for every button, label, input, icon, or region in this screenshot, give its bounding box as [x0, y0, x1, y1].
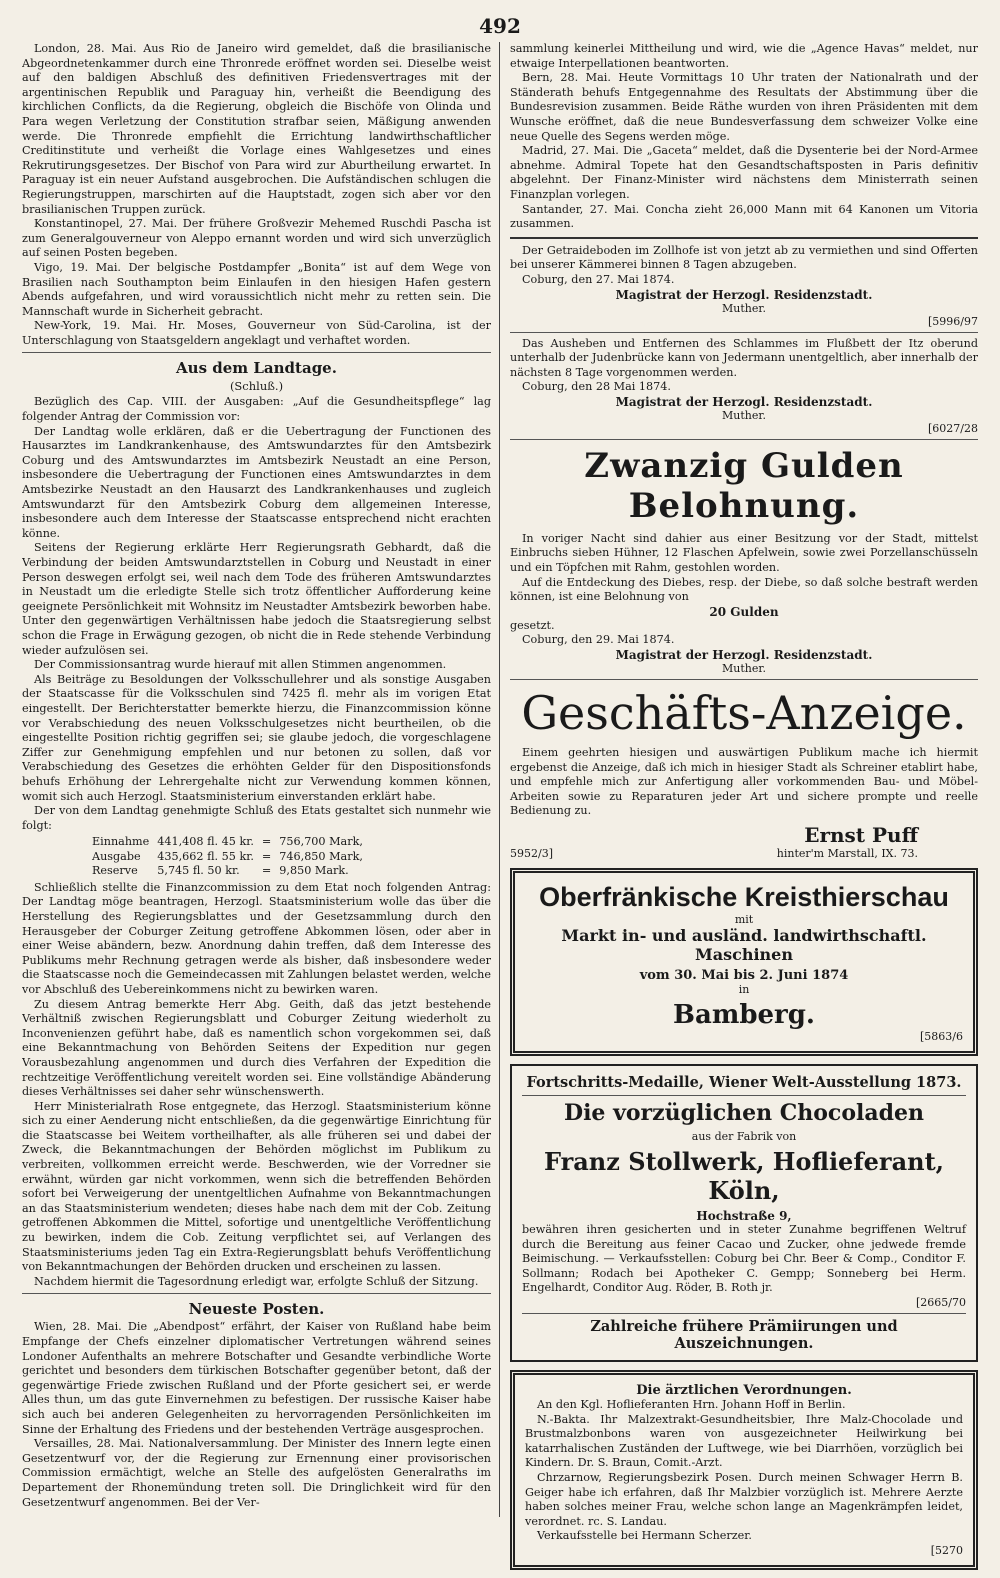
- ad-firm: Franz Stollwerk, Hoflieferant, Köln,: [543, 1147, 945, 1205]
- ad-ref: [5270: [930, 1543, 963, 1557]
- ad-line2: Markt in- und ausländ. landwirthschaftl. Maschinen: [561, 926, 927, 964]
- ad-ref: 5952/3]: [510, 847, 553, 860]
- divider: [22, 1293, 491, 1294]
- finance-mark: 9,850 Mark.: [279, 864, 349, 878]
- finance-table: [92, 835, 371, 879]
- page-number: 492: [479, 14, 521, 38]
- ad-title: Geschäfts-Anzeige.: [521, 686, 967, 741]
- ad-text: Einem geehrten hiesigen und auswärtigen Publikum mache ich hiermit ergebenst die Anzeige, daß ich mich in hiesiger Stadt als Schreiner etablirt habe, und empfehle mich zur Anfertigung aller vorkommenden Bau- und Möbel-Arbeiten sowie zu Reparaturen jeder Art und sichere prompte und reelle Bedienung zu.: [510, 746, 978, 818]
- ad-ref: [2665/70: [916, 1295, 966, 1309]
- finance-fl: 435,662 fl. 55 kr.: [157, 849, 254, 863]
- news-vigo: Vigo, 19. Mai. Der belgische Postdampfer „Bonita“ ist auf dem Wege von Brasilien nach Southampton beim Einlaufen in den hiesigen Hafen gestern Abends aufgefahren, und wird voraussichtlich nicht mehr zu retten sein. Die Mannschaft wurde in Sicherheit gebracht.: [22, 260, 491, 318]
- table-row: [92, 835, 371, 850]
- landtag-heading: Aus dem Landtage.: [176, 359, 337, 378]
- news-london: London, 28. Mai. Aus Rio de Janeiro wird gemeldet, daß die brasilianische Abgeordnetenkammer durch eine Thronrede eröffnet worden sei. Dieselbe weist auf den baldigen Abschluß des definitiven Friedensvertrages mit der argentinischen Republik und Paraguay hin, verheißt die Beendigung des kirchlichen Conflicts, da die Regierung, obgleich die Bischöfe von Olinda und Para wegen Verletzung der Constitution strafbar seien, Mäßigung anwenden werde. Die Thronrede empfiehlt die Errichtung landwirthschaftlicher Creditinstitute und verheißt die Vorlage eines Wahlgesetzes und eines Rekrutirungsgesetzes. Der Bischof von Para wird zur Aburtheilung erwartet. In Paraguay ist ein neuer Aufstand ausgebrochen. Die Aufständischen schlugen die Regierungstruppen, marschirten auf die Hauptstadt, zogen sich aber vor den brasilianischen Truppen zurück.: [22, 42, 491, 216]
- divider: [510, 679, 978, 680]
- ad-banner: Fortschritts-Medaille, Wiener Welt-Ausstellung 1873.: [526, 1074, 962, 1091]
- ad-text: bewähren ihren gesicherten und in steter Zunahme begriffenen Weltruf durch die Bereitung aus feiner Cacao und Zucker, ohne jedwede fremde Beimischung. — Verkaufsstellen: Coburg bei Chr. Beer & Comp., Conditor F. Sollmann; Rodach bei Apotheker C. Gempp; Sonneberg bei Herm. Engelhardt, Conditor Aug. Röder, B. Roth jr.: [522, 1223, 966, 1295]
- divider: [510, 439, 978, 440]
- landtag-para: Nachdem hiermit die Tagesordnung erledigt war, erfolgte Schluß der Sitzung.: [34, 1274, 479, 1288]
- ad-date: Coburg, den 29. Mai 1874.: [522, 633, 675, 647]
- landtag-para: Als Beiträge zu Besoldungen der Volksschullehrer und als sonstige Ausgaben der Staatscasse für die Volksschulen sind 7425 fl. mehr als im vorigen Etat eingestellt. Der Berichterstatter bemerkte hierzu, die Finanzcommission könne vor Verabschiedung des neuen Volksschulgesetzes nicht beurtheilen, ob die eingestellte Position richtig gegriffen sei; sie glaube jedoch, die vorgeschlagene Ziffer zur Genehmigung empfehlen und nur betonen zu sollen, daß vor Verabschiedung des Gesetzes die erhöhten Gelder für den Dispositionsfonds behufs Erhöhung der Lehrergehalte nicht zur Verwendung kommen können, womit sich auch Herzogl. Staatsministerium einverstanden erklärt habe.: [22, 672, 491, 803]
- ad-title: Die ärztlichen Verordnungen.: [636, 1382, 852, 1398]
- neueste-para: Versailles, 28. Mai. Nationalversammlung. Der Minister des Innern legte einen Gesetzentwurf vor, der die Regierung zur Ernennung einer provisorischen Commission ermächtigt, welche an Stelle des aufgelösten Generalraths im Departement der Rhonemündung treten soll. Die Dringlichkeit wird für den Gesetzentwurf angenommen. Bei der Ver-: [22, 1437, 491, 1509]
- ad-amount: 20 Gulden: [709, 604, 779, 619]
- ad-street: Hochstraße 9,: [696, 1209, 792, 1223]
- ad-in: in: [738, 983, 750, 996]
- right-para: Madrid, 27. Mai. Die „Gaceta“ meldet, daß die Dysenterie bei der Nord-Armee abnehme. Admiral Topete hat den Gesandtschaftsposten in Paris definitiv abgelehnt. Der Finanz-Minister wird nächstens dem Ministerrath seinen Finanzplan vorlegen.: [510, 144, 978, 201]
- ad-ref: [5996/97: [928, 314, 978, 328]
- ad-text: Der Getraideboden im Zollhofe ist von jetzt ab zu vermiethen und sind Offerten bei unserer Kämmerei binnen 8 Tagen abzugeben.: [510, 243, 978, 272]
- finance-mark: 756,700 Mark,: [279, 835, 363, 849]
- finance-eq: =: [261, 849, 272, 863]
- ad-getraideboden: [510, 244, 978, 328]
- ad-aerztliche: [510, 1370, 978, 1570]
- ad-address: hinter'm Marstall, IX. 73.: [776, 847, 918, 860]
- landtag-para: Der Landtag wolle erklären, daß er die Uebertragung der Functionen des Hausarztes im Landkrankenhause, des Amtswundarztes für den Amtsbezirk Coburg und des Amtswundarztes im Amtsbezirk Neustadt an eine Person, insbesondere die Uebertragung der Functionen eines Amtswundarztes in dem Amtsbezirke Neustadt an den Hausarzt des Landkrankenhauses und zugleich Amtswundarzt für den Amtsbezirk Coburg dem allgemeinen Interesse, insbesondere auch dem Interesse der Staatscasse entsprechend nicht erachten könne.: [22, 424, 491, 540]
- ad-firm: Ernst Puff: [804, 823, 918, 847]
- ad-geschaeft: [510, 686, 978, 860]
- ad-footer: Zahlreiche frühere Prämiirungen und Auszeichnungen.: [590, 1317, 898, 1352]
- ad-name: Muther.: [722, 301, 766, 315]
- left-column: [22, 42, 500, 1517]
- ad-address: An den Kgl. Hoflieferanten Hrn. Johann Hoff in Berlin.: [537, 1397, 846, 1411]
- ad-schlamm: [510, 337, 978, 435]
- landtag-para: Seitens der Regierung erklärte Herr Regierungsrath Gebhardt, daß die Verbindung der beiden Amtswundarztstellen in Coburg und Neustadt in einer Person deswegen erfolgt sei, weil nach dem Tode des früheren Amtswundarztes in Neustadt um die erledigte Stelle sich trotz öffentlicher Aufforderung keine geeignete Persönlichkeit mit Wohnsitz im Neustadter Amtsbezirk beworben habe. Unter den gegenwärtigen Verhältnissen habe jedoch die Staatsregierung selbst schon die Frage in Erwägung gezogen, ob nicht die in Rede stehende Verbindung wieder aufzulösen sei.: [22, 541, 491, 657]
- ad-signature: Magistrat der Herzogl. Residenzstadt.: [615, 287, 873, 302]
- ad-kreisthierschau: [510, 868, 978, 1056]
- ad-text: N.-Bakta. Ihr Malzextrakt-Gesundheitsbier, Ihre Malz-Chocolade und Brustmalzbonbons waren von ausgezeichneter Heilwirkung bei katarrhalischen Zuständen der Luftwege, wie bei Diarrhöen, vorzüglich bei Kindern. Dr. S. Braun, Comit.-Arzt.: [525, 1412, 963, 1470]
- landtag-para: Zu diesem Antrag bemerkte Herr Abg. Geith, daß das jetzt bestehende Verhältniß zwischen Regierungsblatt und Coburger Zeitung wiederholt zu Inconvenienzen geführt habe, daß es namentlich schon vorgekommen sei, daß eine Bekanntmachung von Behörden Seitens der Expedition nur gegen Vorausbezahlung angenommen und durch dies Verfahren der Expedition die rechtzeitige Veröffentlichung vereitelt worden sei. Eine vollständige Abänderung dieses Verhältnisses sei daher sehr wünschenswerth.: [22, 997, 491, 1099]
- ad-title: Zwanzig Gulden Belohnung.: [584, 445, 904, 526]
- divider: [510, 332, 978, 333]
- finance-eq: =: [261, 864, 272, 878]
- ad-chocoladen: [510, 1064, 978, 1362]
- ad-date: Coburg, den 28 Mai 1874.: [522, 380, 671, 394]
- table-row: [92, 864, 371, 879]
- landtag-para: Schließlich stellte die Finanzcommission zu dem Etat noch folgenden Antrag: Der Landtag möge beantragen, Herzogl. Staatsministerium wolle das über die Herstellung des Regierungsblattes und der Gesetzsammlung durch den Herausgeber der Coburger Zeitung getroffene Abkommen lösen, oder aber in einer Weise abändern, bezw. Anordnung dahin treffen, daß dem Interesse des Publikums mehr Rechnung getragen werde als bisher, daß insbesondere weder die Staatscasse noch die Gemeindecassen mit Zahlungen belastet werden, welche vor Abschluß des Uebereinkommens nicht zu bewirken waren.: [22, 880, 491, 996]
- right-column: [500, 42, 978, 1578]
- ad-text: In voriger Nacht sind dahier aus einer Besitzung vor der Stadt, mittelst Einbruchs sieben Hühner, 12 Flaschen Apfelwein, sowie zwei Porzellanschüsseln und ein Töpfchen mit Rahm, gestohlen worden.: [510, 531, 978, 575]
- columns: [22, 42, 978, 1578]
- ad-name: Muther.: [722, 408, 766, 422]
- ad-city: Bamberg.: [673, 1000, 815, 1030]
- ad-text: gesetzt.: [510, 618, 555, 632]
- ad-text: Chrzarnow, Regierungsbezirk Posen. Durch meinen Schwager Herrn B. Geiger habe ich erfahren, daß Ihr Malzbier vorzüglich ist. Mehrere Aerzte haben solches meiner Frau, welche schon lange an Magenkrämpfen leidet, verordnet. rc. S. Landau.: [525, 1470, 963, 1528]
- ad-date: Coburg, den 27. Mai 1874.: [522, 272, 675, 286]
- divider: [522, 1313, 966, 1314]
- ad-text: Das Ausheben und Entfernen des Schlammes im Flußbett der Itz oberund unterhalb der Judenbrücke kann von Jedermann unentgeltlich, aber innerhalb der nächsten 8 Tage vorgenommen werden.: [510, 336, 978, 379]
- divider: [522, 1095, 966, 1096]
- divider: [22, 352, 491, 353]
- finance-fl: 441,408 fl. 45 kr.: [157, 835, 254, 849]
- right-para: Santander, 27. Mai. Concha zieht 26,000 Mann mit 64 Kanonen um Vitoria zusammen.: [510, 202, 978, 231]
- finance-label: Einnahme: [92, 835, 150, 849]
- finance-label: Reserve: [92, 864, 138, 878]
- ad-dates: vom 30. Mai bis 2. Juni 1874: [639, 968, 849, 983]
- ad-title: Oberfränkische Kreisthierschau: [539, 882, 949, 912]
- neueste-heading: Neueste Posten.: [188, 1300, 325, 1319]
- ad-from: aus der Fabrik von: [691, 1130, 797, 1143]
- right-para: sammlung keinerlei Mittheilung und wird, wie die „Agence Havas“ meldet, nur etwaige Interpellationen beantworten.: [510, 42, 978, 70]
- table-row: [92, 850, 371, 865]
- ad-ref: [6027/28: [928, 421, 978, 435]
- finance-eq: =: [261, 835, 272, 849]
- ad-mit: mit: [734, 913, 754, 926]
- landtag-para: Herr Ministerialrath Rose entgegnete, das Herzogl. Staatsministerium könne sich zu einer Aenderung nicht entschließen, da die gegenwärtige Einrichtung für die Staatscasse bei Weitem vortheilhafter, als alle früheren sei und dabei der Zweck, die Bekanntmachungen der Behörden möglichst im Publikum zu verbreiten, vollkommen erreicht werde. Beschwerden, wie der Vorredner sie erwähnt, würden gar nicht vorkommen, wenn sich die betreffenden Behörden sofort bei Verweigerung der unentgeltlichen Aufnahme von Bekanntmachungen an das Staatsministerium wendeten; dieses habe nach dem mit der Cob. Zeitung getroffenen Abkommen die Mittel, sofortige und unentgeltliche Veröffentlichung zu bewirken, indem die Cob. Zeitung verpflichtet sei, auf Verlangen des Staatsministeriums jeden Tag ein Extra-Regierungsblatt behufs Veröffentlichung von Bekanntmachungen der Behörden drucken und erscheinen zu lassen.: [22, 1099, 491, 1274]
- ad-footer: [510, 847, 978, 860]
- finance-label: Ausgabe: [92, 849, 141, 863]
- ad-text: Auf die Entdeckung des Diebes, resp. der Diebe, so daß solche bestraft werden können, ist eine Belohnung von: [510, 575, 978, 604]
- ad-belohnung: [510, 446, 978, 675]
- landtag-subheading: (Schluß.): [229, 379, 284, 394]
- ad-title: Die vorzüglichen Chocoladen: [563, 1100, 924, 1126]
- news-newyork: New-York, 19. Mai. Hr. Moses, Gouverneur von Süd-Carolina, ist der Unterschlagung von Staatsgeldern angeklagt und verhaftet worden.: [22, 319, 491, 347]
- finance-mark: 746,850 Mark,: [279, 849, 363, 863]
- right-para: Bern, 28. Mai. Heute Vormittags 10 Uhr traten der Nationalrath und der Ständerath behufs Entgegennahme des Resultats der Abstimmung über die Bundesrevision zusammen. Beide Räthe wurden von ihren Präsidenten mit dem Wunsche eröffnet, daß die neue Bundesverfassung dem schweizer Volke eine neue Quelle des Segens werden möge.: [510, 71, 978, 143]
- news-konstantinopel: Konstantinopel, 27. Mai. Der frühere Großvezir Mehemed Ruschdi Pascha ist zum Generalgouverneur von Aleppo ernannt worden und wird sich unverzüglich auf seinen Posten begeben.: [22, 217, 491, 260]
- landtag-para: Der von dem Landtag genehmigte Schluß des Etats gestaltet sich nunmehr wie folgt:: [22, 804, 491, 832]
- neueste-para: Wien, 28. Mai. Die „Abendpost“ erfährt, der Kaiser von Rußland habe beim Empfange der Chefs einzelner diplomatischer Vertretungen während seines Londoner Aufenthalts an mehrere Botschafter und Gesandte verbindliche Worte gerichtet und besonders dem türkischen Botschafter gegenüber betont, daß der gegenwärtige Friede zwischen Rußland und der Pforte gesichert sei, er werde Alles thun, um das gute Einvernehmen zu befestigen. Der russische Kaiser habe sich auch bei anderen Gelegenheiten zu hervorragenden Persönlichkeiten im Sinne der Erhaltung des Friedens und der bestehenden Verträge ausgesprochen.: [22, 1320, 491, 1436]
- divider: [510, 237, 978, 239]
- ad-text: Verkaufsstelle bei Hermann Scherzer.: [537, 1529, 752, 1543]
- ad-ref: [5863/6: [920, 1030, 963, 1043]
- landtag-para: Der Commissionsantrag wurde hierauf mit allen Stimmen angenommen.: [34, 658, 447, 672]
- ad-signature: Magistrat der Herzogl. Residenzstadt.: [615, 648, 873, 663]
- ad-signature: Magistrat der Herzogl. Residenzstadt.: [615, 394, 873, 409]
- ad-name: Muther.: [722, 662, 766, 676]
- landtag-para: Bezüglich des Cap. VIII. der Ausgaben: „Auf die Gesundheitspflege“ lag folgender Antrag der Commission vor:: [22, 395, 491, 424]
- finance-fl: 5,745 fl. 50 kr.: [157, 864, 240, 878]
